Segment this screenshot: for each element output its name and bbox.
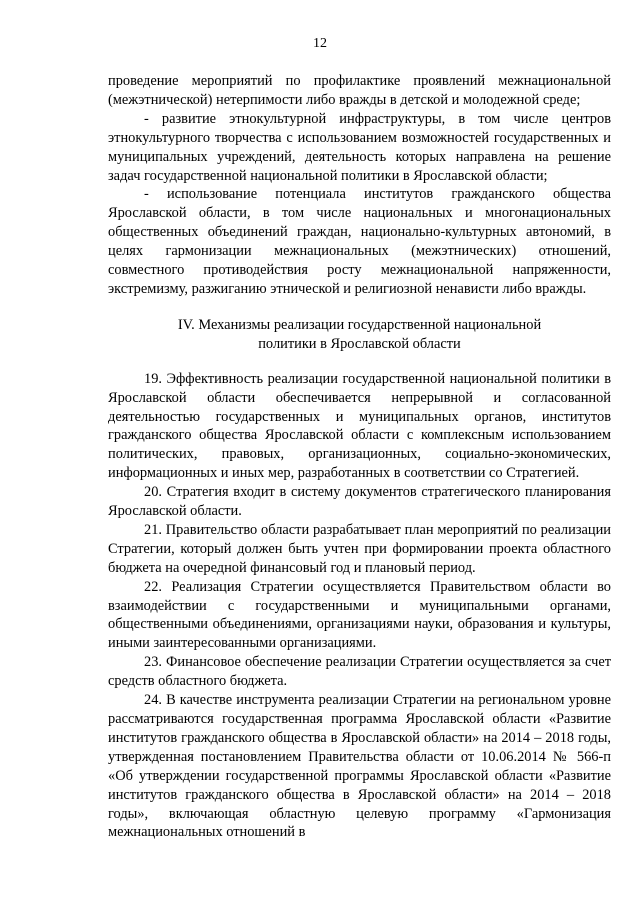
section-heading-line-1: IV. Механизмы реализации государственной национальной xyxy=(177,316,542,333)
document-body xyxy=(108,72,611,842)
paragraph-22: 22. Реализация Стратегии осуществляется Правительством области во взаимодействии с государственными и муниципальными органами, общественными объединениями, организациями науки, образования и культуры, иными заинтересованными организациями. xyxy=(108,578,611,652)
paragraph-21: 21. Правительство области разрабатывает план мероприятий по реализации Стратегии, который должен быть учтен при формировании проекта областного бюджета на очередной финансовый год и плановый период. xyxy=(108,521,611,576)
paragraph-continuation: проведение мероприятий по профилактике проявлений межнациональной (межэтнической) нетерпимости либо вражды в детской и молодежной среде; xyxy=(108,73,611,108)
list-item-ethnocultural-infrastructure: - развитие этнокультурной инфраструктуры, в том числе центров этнокультурного творчества с использованием возможностей государственных и муниципальных учреждений, деятельность которых направлена на решение задач государственной национальной политики в Ярославской области; xyxy=(108,110,611,184)
paragraph-20: 20. Стратегия входит в систему документов стратегического планирования Ярославской области. xyxy=(108,484,611,520)
list-item-civil-society-potential: - использование потенциала институтов гражданского общества Ярославской области, в том числе национальных и многонациональных общественных объединений граждан, национально-культурных автономий, в целях гармонизации межнациональных (межэтнических) отношений, совместного противодействия росту межнациональной напряженности, экстремизму, разжиганию этнической и религиозной ненависти либо вражды. xyxy=(108,186,611,297)
section-heading-line-2: политики в Ярославской области xyxy=(258,335,461,352)
page-number: 12 xyxy=(313,36,327,51)
paragraph-23: 23. Финансовое обеспечение реализации Стратегии осуществляется за счет средств областного бюджета. xyxy=(108,654,611,690)
paragraph-19: 19. Эффективность реализации государственной национальной политики в Ярославской области обеспечивается непрерывной и согласованной деятельностью государственных и муниципальных органов, институтов гражданского общества Ярославской области с комплексным использованием политических, правовых, организационных, социально-экономических, информационных и иных мер, разработанных в соответствии со Стратегией. xyxy=(108,370,611,482)
section-heading xyxy=(108,316,611,354)
paragraph-24: 24. В качестве инструмента реализации Стратегии на региональном уровне рассматриваются государственная программа Ярославской области «Развитие институтов гражданского общества в Ярославской области» на 2014 – 2018 годы, утвержденная постановлением Правительства области от 10.06.2014 № 566-п «Об утверждении государственной программы Ярославской области «Развитие институтов гражданского общества в Ярославской области» на 2014 – 2018 годы», включающая областную целевую программу «Гармонизация межнациональных отношений в xyxy=(108,692,611,841)
